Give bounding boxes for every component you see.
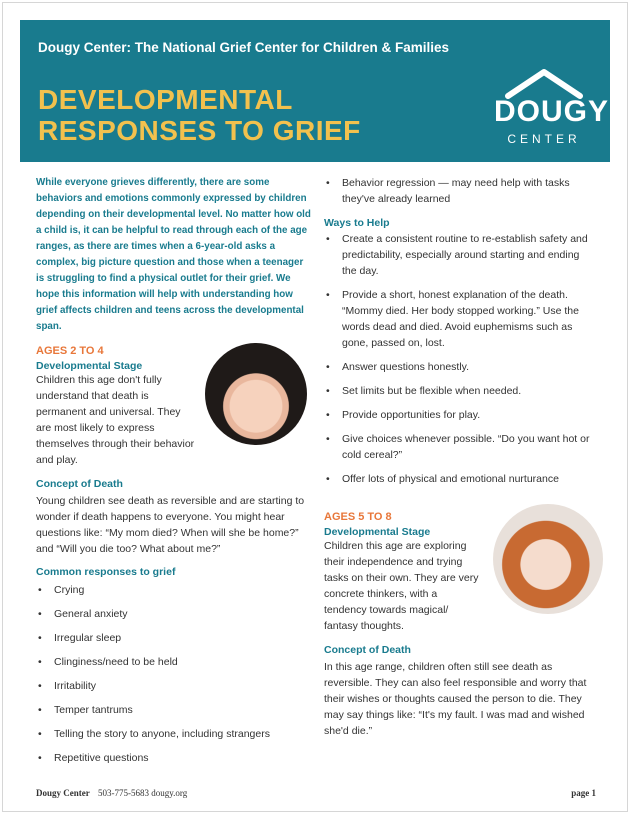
list-item: • Irregular sleep (36, 630, 316, 646)
org-name: Dougy Center: The National Grief Center for Children & Families (38, 40, 450, 55)
header-banner (20, 20, 610, 162)
list-item: • Set limits but be flexible when needed. (324, 383, 594, 399)
page-footer (36, 788, 596, 798)
left-column (36, 175, 316, 766)
toddler-photo (205, 343, 307, 445)
child-photo (493, 504, 603, 614)
dev-stage-heading-5-8: Developmental Stage (324, 526, 431, 538)
list-item: • Provide opportunities for play. (324, 407, 594, 423)
list-item: • Irritability (36, 678, 316, 694)
logo-word: DOUGY (494, 95, 610, 128)
list-item: • Telling the story to anyone, including strangers (36, 726, 316, 742)
list-item: • Clinginess/need to be held (36, 654, 316, 670)
responses-list (36, 582, 316, 766)
list-item: • Repetitive questions (36, 750, 316, 766)
concept-heading-5-8: Concept of Death (324, 644, 411, 656)
list-item: • Crying (36, 582, 316, 598)
responses-heading: Common responses to grief (36, 566, 176, 578)
list-item: • Give choices whenever possible. “Do you want hot or cold cereal?” (324, 431, 594, 463)
list-item: • Temper tantrums (36, 702, 316, 718)
footer-contact: 503-775-5683 dougy.org (98, 788, 188, 798)
concept-text-5-8: In this age range, children often still see death as reversible. They can also feel responsible and worry that their wishes or thoughts caused the person to die. They may say things like: “It's my fault. I was mad and wished she'd die.” (324, 661, 587, 737)
dev-stage-text-5-8: Children this age are exploring their independence and trying tasks on their own. They are very concrete thinkers, with a tendency towards magical/ fantasy thoughts. (324, 540, 479, 632)
age-heading-5-8: AGES 5 TO 8 (324, 511, 392, 523)
page-title (38, 84, 361, 146)
footer-org: Dougy Center (36, 788, 90, 798)
list-item: • Create a consistent routine to re-establish safety and predictability, especially around starting and ending the day. (324, 231, 594, 279)
dev-stage-text-2-4: Children this age don't fully understand that death is permanent and universal. They are most likely to express themselves through their behavior and play. (36, 374, 195, 466)
list-item: • Offer lots of physical and emotional nurturance (324, 471, 594, 487)
dougy-logo (494, 66, 610, 156)
list-item: • Answer questions honestly. (324, 359, 594, 375)
list-item: • General anxiety (36, 606, 316, 622)
intro-paragraph: While everyone grieves differently, there are some behaviors and emotions commonly expressed by children depending on their developmental level. No matter how old a child is, it can be helpful to read through each of the age ranges, as there are times when a 6-year-old asks a complex, big picture question and those when a teenager is struggling to find a physical outlet for their grief. We hope this information will help with understanding how grief affects children and teens across the developmental span. (36, 177, 311, 332)
regression-list (324, 175, 594, 207)
concept-heading-2-4: Concept of Death (36, 478, 123, 490)
list-item: • Behavior regression — may need help with tasks they've already learned (324, 175, 594, 207)
title-line-1: DEVELOPMENTAL (38, 84, 293, 115)
logo-subword: CENTER (507, 132, 581, 146)
right-column (324, 175, 594, 739)
ways-to-help-list (324, 231, 594, 487)
dev-stage-heading-2-4: Developmental Stage (36, 360, 143, 372)
list-item: • Provide a short, honest explanation of the death. “Mommy died. Her body stopped working.” Use the words dead and died. Avoid euphemisms such as gone, passed on, lost. (324, 287, 594, 351)
page-number: page 1 (571, 788, 596, 798)
ways-to-help-heading: Ways to Help (324, 217, 390, 229)
title-line-2: RESPONSES TO GRIEF (38, 115, 361, 146)
age-heading-2-4: AGES 2 TO 4 (36, 345, 104, 357)
concept-text-2-4: Young children see death as reversible and are starting to wonder if death happens to everyone. You might hear questions like: “My mom died? When will she be home?” and “Will you die too? What about me?” (36, 495, 305, 555)
